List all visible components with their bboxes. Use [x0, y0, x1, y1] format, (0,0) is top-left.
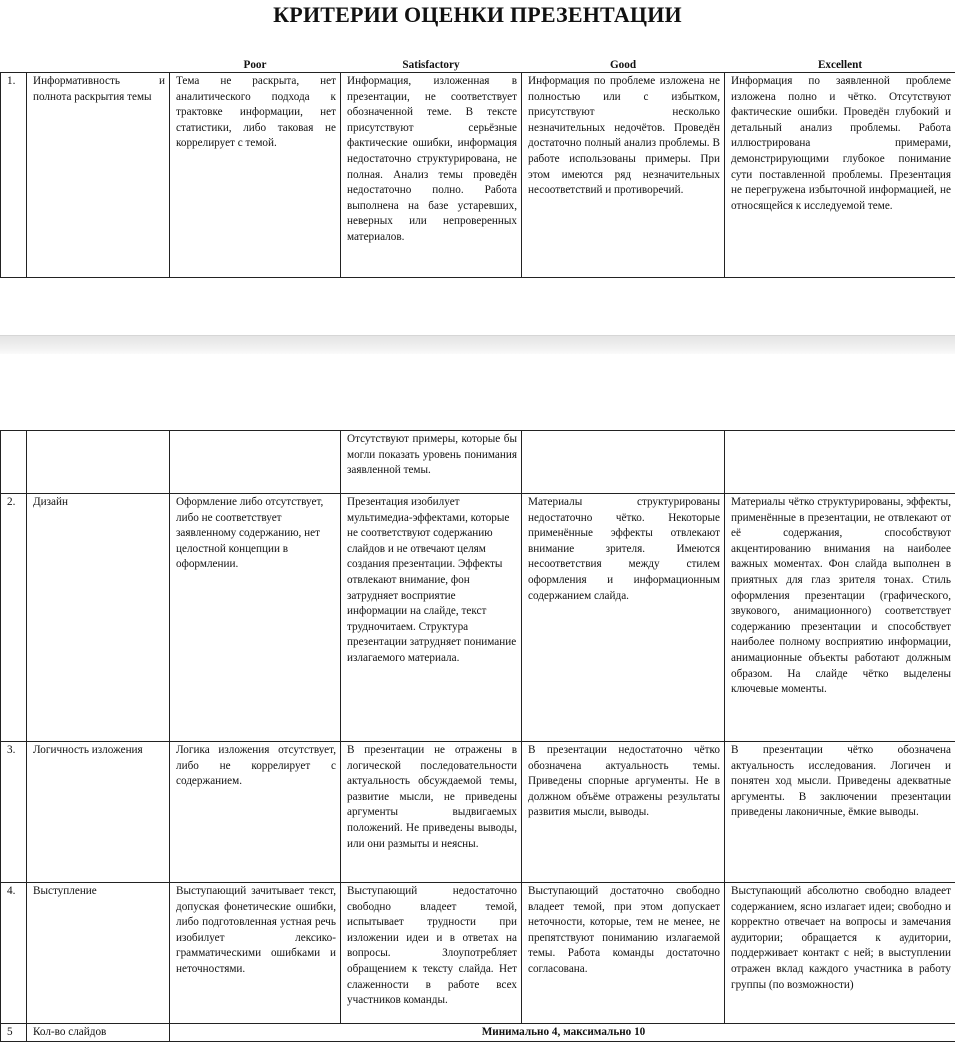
table-row [1, 73, 955, 278]
criteria-table-part-1 [0, 58, 955, 278]
cell-poor: Тема не раскрыта, нет аналитического подхода к трактовке информации, нет статистики, либо таковая не коррелирует с темой. [170, 73, 341, 278]
table-row [1, 742, 955, 883]
cell-excellent: Информация по заявленной проблеме изложена полно и чётко. Отсутствуют фактические ошибки. Проведён глубокий и детальный анализ проблемы. Работа иллюстрирована примерами, демонстрирующими глубокое понимание сути поставленной проблемы. Презентация не перегружена избыточной информацией, не относящейся к исследуемой теме. [725, 73, 955, 278]
cell-satisfactory: Выступающий недостаточно свободно владеет темой, испытывает трудности при изложении идеи и в ответах на вопросы. Злоупотребляет обращением к тексту слайда. Нет слаженности в работе всех участников команды. [341, 883, 522, 1024]
row-number: 4. [1, 883, 27, 1024]
page-title: КРИТЕРИИ ОЦЕНКИ ПРЕЗЕНТАЦИИ [273, 2, 682, 27]
cell-poor: Оформление либо отсутствует, либо не соответствует заявленному содержанию, нет целостной концепции в оформлении. [170, 494, 341, 742]
cell-good: В презентации недостаточно чётко обозначена актуальность темы. Приведены спорные аргументы. Не в должном объёме отражены результаты развития мысли, выводы. [522, 742, 725, 883]
cell-good: Выступающий достаточно свободно владеет темой, при этом допускает неточности, которые, тем не менее, не препятствуют пониманию излагаемой темы. Работа команды достаточно согласована. [522, 883, 725, 1024]
row-number: 5 [1, 1024, 27, 1042]
cell-satisfactory: Информация, изложенная в презентации, не соответствует обозначенной теме. В тексте присутствуют серьёзные фактические ошибки, информация недостаточно структурирована, не полная. Анализ темы проведён недостаточно полно. Работа выполнена на базе устаревших, неверных или непроверенных материалов. [341, 73, 522, 278]
column-header-excellent: Excellent [725, 58, 955, 73]
cell-poor: Выступающий зачитывает текст, допуская фонетические ошибки, либо подготовленная устная речь изобилует лексико-грамматическими ошибками и неточностями. [170, 883, 341, 1024]
row-number: 3. [1, 742, 27, 883]
cell-excellent: Материалы чётко структурированы, эффекты, применённые в презентации, не отвлекают от её содержания, способствуют акцентированию внимания на наиболее важных моментах. Фон слайда выполнен в приятных для глаз зрителя тонах. Стиль оформления презентации (графического, звукового, анимационного) соответствует содержанию презентации и способствует наиболее полному восприятию информации, анимационные объекты работают должным образом. На слайде чётко выделены ключевые моменты. [725, 494, 955, 742]
column-header-good: Good [522, 58, 725, 73]
table-row [1, 883, 955, 1024]
criterion-name: Логичность изложения [27, 742, 170, 883]
slide-count-value: Минимально 4, максимально 10 [170, 1024, 955, 1042]
column-header-satisfactory: Satisfactory [341, 58, 522, 73]
cell-excellent: В презентации чётко обозначена актуальность исследования. Логичен и понятен ход мысли. Приведены адекватные аргументы. В заключении презентации приведены лаконичные, ёмкие выводы. [725, 742, 955, 883]
cell-satisfactory: Презентация изобилует мультимедиа-эффектами, которые не соответствуют содержанию слайдов и не отвечают целям создания презентации. Эффекты отвлекают внимание, фон затрудняет восприятие информации на слайде, текст трудночитаем. Структура презентации затрудняет понимание излагаемого материала. [341, 494, 522, 742]
table-row [1, 1024, 955, 1042]
criterion-name: Информативность и полнота раскрытия темы [27, 73, 170, 278]
criterion-name: Дизайн [27, 494, 170, 742]
row-number: 2. [1, 494, 27, 742]
cell-excellent: Выступающий абсолютно свободно владеет содержанием, ясно излагает идеи; свободно и корректно отвечает на вопросы и замечания аудитории; обращается к аудитории, поддерживает контакт с ней; в выступлении отражен вклад каждого участника в работу группы (по возможности) [725, 883, 955, 1024]
criteria-table-part-2 [0, 430, 955, 1042]
criterion-name: Кол-во слайдов [27, 1024, 170, 1042]
table-row [1, 431, 955, 494]
cell-satisfactory: В презентации не отражены в логической последовательности актуальность обсуждаемой темы, развитие мысли, не приведены аргументы выдвигаемых положений. Не приведены выводы, или они размыты и неясны. [341, 742, 522, 883]
cell-good: Информация по проблеме изложена не полностью или с избытком, присутствуют несколько незначительных недочётов. Проведён достаточно полный анализ проблемы. В работе использованы примеры. При этом имеются ряд незначительных несоответствий и противоречий. [522, 73, 725, 278]
column-header-poor: Poor [170, 58, 341, 73]
cell-poor: Логика изложения отсутствует, либо не коррелирует с содержанием. [170, 742, 341, 883]
row-number: 1. [1, 73, 27, 278]
criterion-name: Выступление [27, 883, 170, 1024]
cell-good: Материалы структурированы недостаточно чётко. Некоторые применённые эффекты отвлекают внимание зрителя. Имеются несоответствия между стилем оформления и информационным содержанием слайда. [522, 494, 725, 742]
table-row [1, 494, 955, 742]
cell-satisfactory-continued: Отсутствуют примеры, которые бы могли показать уровень понимания заявленной темы. [341, 431, 522, 494]
page-break [0, 335, 955, 354]
